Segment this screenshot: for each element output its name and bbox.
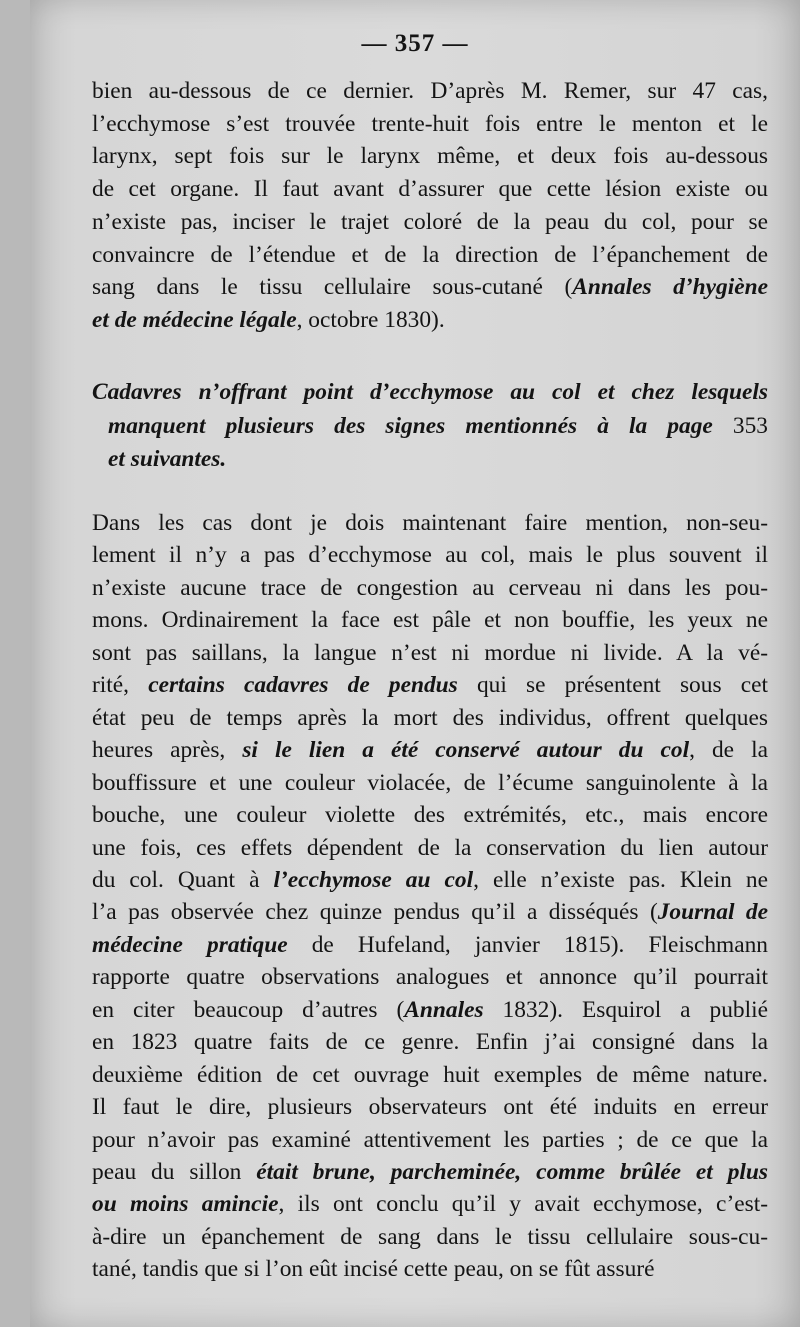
text-line-paragraph2-5: [92, 639, 768, 667]
page-number: — 357 —: [361, 30, 469, 57]
text-line-paragraph2-10: [92, 801, 768, 829]
italic-text: ou moins amincie: [92, 1191, 279, 1218]
text-segment: en 1823 quatre faits de ce genre. Enfin j’ai consigné dans la: [92, 1029, 768, 1056]
text-line-paragraph1-1: [92, 77, 768, 105]
text-segment: larynx, sept fois sur le larynx même, et deux fois au-dessous: [92, 143, 768, 170]
text-line-paragraph2-1: [92, 509, 768, 537]
text-segment: à-dire un épanchement de sang dans le tissu cellulaire sous-cu-: [92, 1223, 768, 1250]
italic-text: si le lien a été conservé autour du col: [242, 737, 690, 764]
text-segment: Dans les cas dont je dois maintenant faire mention, non-seu-: [92, 510, 768, 536]
text-line-paragraph2-2: [92, 541, 768, 569]
text-segment: sang dans le tissu cellulaire sous-cutané (: [92, 274, 573, 301]
text-line-paragraph1-5: [92, 208, 768, 236]
text-line-paragraph2-17: [92, 1028, 768, 1056]
text-line-paragraph2-24: [92, 1255, 768, 1283]
text-line-paragraph2-12: [92, 866, 768, 894]
text-segment: Il faut le dire, plusieurs observateurs ont été induits en erreur: [92, 1094, 768, 1121]
text-segment: heures après,: [92, 737, 243, 764]
text-segment: une fois, ces effets dépendent de la conservation du lien autour: [92, 834, 768, 861]
text-line-paragraph2-22: [92, 1190, 768, 1218]
text-line-paragraph1-4: [92, 175, 768, 203]
text-segment: , octobre 1830).: [296, 306, 445, 333]
text-segment: bien au-dessous de ce dernier. D’après M. Remer, sur 47 cas,: [92, 78, 768, 104]
heading-line-heading-2: [108, 412, 768, 440]
text-segment: rapporte quatre observations analogues et annonce qu’il pourrait: [92, 964, 768, 991]
text-line-paragraph1-3: [92, 142, 768, 170]
italic-text: manquent plusieurs des signes mentionnés à la page: [108, 412, 713, 439]
text-line-paragraph2-21: [92, 1158, 768, 1186]
text-line-paragraph2-8: [92, 736, 768, 764]
text-line-paragraph2-14: [92, 931, 768, 959]
text-line-paragraph2-11: [92, 834, 768, 862]
text-segment: , de la: [689, 737, 768, 764]
text-segment: en citer beaucoup d’autres (: [92, 996, 405, 1023]
italic-text: certains cadavres de pendus: [148, 672, 458, 699]
heading-line-heading-1: [92, 378, 768, 406]
text-segment: de Hufeland, janvier 1815). Fleischmann: [287, 931, 768, 958]
text-line-paragraph1-8: [92, 306, 768, 334]
italic-text: Annales d’hygiène: [572, 274, 768, 301]
text-line-paragraph2-3: [92, 574, 768, 602]
text-segment: bouffissure et une couleur violacée, de l’écume sanguinolente à la: [92, 769, 768, 796]
text-segment: du col. Quant à: [92, 866, 274, 893]
text-segment: sont pas saillans, la langue n’est ni mordue ni livide. A la vé-: [92, 639, 768, 666]
text-line-paragraph2-7: [92, 704, 768, 732]
text-line-paragraph1-6: [92, 241, 768, 269]
text-segment: peau du sillon: [92, 1159, 257, 1185]
text-segment: état peu de temps après la mort des individus, offrent quelques: [92, 704, 768, 731]
book-page: [30, 0, 800, 1327]
italic-text: était brune, parcheminée, comme brûlée et plus: [256, 1159, 769, 1185]
text-line-paragraph2-6: [92, 671, 768, 699]
italic-text: Journal de: [657, 899, 768, 926]
italic-text: et de médecine légale: [92, 306, 297, 333]
text-line-paragraph2-4: [92, 606, 768, 634]
text-segment: deuxième édition de cet ouvrage huit exemples de même nature.: [92, 1061, 768, 1088]
text-segment: pour n’avoir pas examiné attentivement les parties ; de ce que la: [92, 1126, 768, 1153]
italic-text: et suivantes.: [108, 446, 227, 472]
text-line-paragraph2-16: [92, 996, 768, 1024]
text-segment: , ils ont conclu qu’il y avait ecchymose, c’est-: [278, 1191, 769, 1218]
italic-text: Cadavres n’offrant point d’ecchymose au col et chez lesquels: [92, 379, 768, 405]
text-line-paragraph1-2: [92, 110, 768, 138]
text-segment: l’ecchymose s’est trouvée trente-huit fois entre le menton et le: [92, 110, 768, 137]
text-segment: mons. Ordinairement la face est pâle et non bouffie, les yeux ne: [92, 607, 768, 634]
text-segment: qui se présentent sous cet: [457, 672, 768, 699]
text-line-paragraph2-15: [92, 963, 768, 991]
italic-text: médecine pratique: [92, 931, 288, 958]
text-line-paragraph2-20: [92, 1126, 768, 1154]
text-segment: 1832). Esquirol a publié: [483, 996, 768, 1023]
text-segment: n’existe pas, inciser le trajet coloré de la peau du col, pour se: [92, 208, 768, 235]
text-segment: l’a pas observée chez quinze pendus qu’il a disséqués (: [92, 899, 658, 926]
text-line-paragraph2-9: [92, 769, 768, 797]
text-segment: convaincre de l’étendue et de la direction de l’épanchement de: [92, 241, 768, 268]
text-line-paragraph2-19: [92, 1093, 768, 1121]
italic-text: l’ecchymose au col: [273, 866, 474, 893]
text-segment: , elle n’existe pas. Klein ne: [473, 866, 768, 893]
heading-line-heading-3: [108, 445, 408, 473]
text-segment: tané, tandis que si l’on eût incisé cette peau, on se fût assuré: [92, 1256, 655, 1283]
text-segment: n’existe aucune trace de congestion au cerveau ni dans les pou-: [92, 574, 768, 601]
text-line-paragraph2-13: [92, 898, 768, 926]
text-line-paragraph2-23: [92, 1223, 768, 1251]
text-segment: lement il n’y a pas d’ecchymose au col, mais le plus souvent il: [92, 542, 768, 569]
text-line-paragraph2-18: [92, 1061, 768, 1089]
text-segment: de cet organe. Il faut avant d’assurer que cette lésion existe ou: [92, 176, 768, 203]
text-line-paragraph1-7: [92, 273, 768, 301]
text-segment: bouche, une couleur violette des extrémités, etc., mais encore: [92, 802, 768, 829]
text-segment: 353: [712, 412, 768, 439]
text-segment: rité,: [92, 672, 149, 699]
italic-text: Annales: [404, 996, 484, 1023]
